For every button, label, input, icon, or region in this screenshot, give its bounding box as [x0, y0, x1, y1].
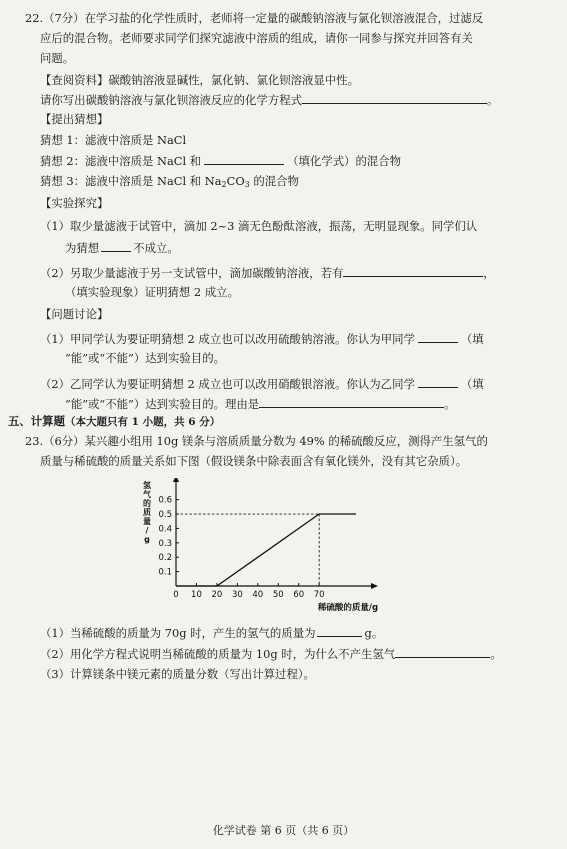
q23-sub-2-text: （2）用化学方程式说明当稀硫酸的质量为 10g 时，为什么不产生氢气	[40, 647, 396, 661]
y-tick-label: 0.6	[158, 495, 172, 506]
x-tick-label: 10	[191, 590, 202, 600]
hydrogen-mass-chart	[140, 478, 380, 618]
reference-section	[40, 73, 359, 88]
discussion-2-blank[interactable]	[418, 376, 458, 388]
period: 。	[487, 93, 499, 107]
x-axis-label: 稀硫酸的质量/g	[317, 603, 379, 613]
section-5-note: （本大题只有 1 小题，共 6 分）	[64, 416, 221, 428]
y-tick-label: 0.4	[158, 524, 172, 535]
period: 。	[490, 647, 502, 661]
y-axis-label-char: 质	[143, 508, 151, 517]
x-tick-label: 50	[272, 590, 284, 600]
y-axis-label-char: 的	[143, 499, 151, 508]
experiment-2-blank[interactable]	[343, 265, 483, 277]
period: 。	[444, 397, 456, 411]
hypothesis-3	[40, 174, 299, 192]
y-axis-arrow	[173, 478, 179, 482]
discussion-2-line-2	[65, 396, 456, 412]
hypothesis-heading: 【提出猜想】	[40, 112, 109, 126]
q22-line-3: 问题。	[40, 51, 75, 65]
hypothesis-2-text: 猜想 2：滤液中溶质是 NaCl 和	[40, 154, 202, 168]
x-tick-label: 30	[231, 590, 243, 600]
q22-line-2: 应后的混合物。老师要求同学们探究滤液中溶质的组成，请你一同参与探究并回答有关	[40, 31, 473, 45]
discussion-2-text: （2）乙同学认为要证明猜想 2 成立也可以改用硝酸银溶液。你认为乙同学	[40, 377, 415, 391]
x-tick-label: 60	[293, 590, 305, 600]
discussion-1-blank[interactable]	[418, 331, 458, 343]
section-5-header	[8, 414, 220, 430]
page-footer: 化学试卷 第 6 页（共 6 页）	[212, 824, 355, 837]
x-axis-arrow	[371, 583, 378, 589]
hypothesis-2-blank[interactable]	[204, 153, 284, 165]
discussion-heading: 【问题讨论】	[40, 307, 109, 321]
reference-heading: 【查阅资料】	[40, 73, 109, 87]
x-tick-label: 70	[313, 590, 325, 600]
experiment-1-line-1: （1）取少量滤液于试管中，滴加 2~3 滴无色酚酞溶液，振荡，无明显现象。同学们认	[40, 219, 478, 233]
y-tick-label: 0.2	[158, 553, 172, 564]
reference-text: 碳酸钠溶液显碱性，氯化钠、氯化钡溶液显中性。	[108, 73, 359, 87]
hypothesis-1: 猜想 1：滤液中溶质是 NaCl	[40, 133, 187, 147]
y-tick-label: 0.1	[158, 567, 172, 578]
q23-sub-1	[40, 625, 383, 641]
experiment-1-suffix: 不成立。	[133, 241, 179, 255]
experiment-1-prefix: 为猜想	[65, 241, 100, 255]
q23-sub-2	[40, 646, 502, 662]
subscript-3: 3	[244, 180, 250, 189]
q23-sub-2-blank[interactable]	[395, 646, 490, 658]
y-axis-label-char: 气	[143, 490, 151, 499]
hypothesis-2	[40, 153, 401, 169]
hypothesis-3-suffix: 的混合物	[249, 174, 299, 188]
q23-sub-1-text: （1）当稀硫酸的质量为 70g 时，产生的氢气的质量为	[40, 626, 316, 640]
experiment-2-line-1	[40, 265, 495, 281]
y-tick-label: 0.3	[158, 538, 172, 549]
experiment-1-blank[interactable]	[101, 240, 131, 252]
q23-sub-1-unit: g。	[364, 626, 384, 640]
q23-line-1: 23.（6分）某兴趣小组用 10g 镁条与溶质质量分数为 49% 的稀硫酸反应，测得产生氢气的	[25, 434, 488, 448]
discussion-2-reason-blank[interactable]	[259, 396, 444, 408]
y-axis-label-char: /	[145, 526, 149, 535]
comma: ，	[483, 266, 495, 280]
discussion-1-line-1	[40, 331, 484, 347]
x-tick-label: 40	[252, 590, 264, 600]
x-tick-label: 0	[173, 590, 179, 600]
subscript-2: 2	[221, 180, 227, 189]
discussion-2-reason-prompt: “能”或“不能”）达到实验目的。理由是	[65, 397, 260, 411]
experiment-2-line-2: （填实验现象）证明猜想 2 成立。	[65, 285, 239, 299]
discussion-1-fill-note: （填	[460, 332, 484, 346]
discussion-1-text: （1）甲同学认为要证明猜想 2 成立也可以改用硫酸钠溶液。你认为甲同学	[40, 332, 415, 346]
equation-answer-blank[interactable]	[302, 92, 487, 104]
section-5-title: 五、计算题	[8, 414, 65, 428]
formula-co: CO	[226, 174, 245, 188]
discussion-2-fill-note: （填	[460, 377, 484, 391]
y-axis-label-char: 氢	[143, 481, 151, 490]
series-line	[176, 514, 356, 586]
q23-sub-3: （3）计算镁条中镁元素的质量分数（写出计算过程）。	[40, 667, 315, 681]
experiment-1-line-2	[65, 240, 179, 256]
x-tick-label: 20	[211, 590, 223, 600]
q23-line-2: 质量与稀硫酸的质量关系如下图（假设镁条中除表面含有氧化镁外，没有其它杂质）。	[40, 454, 468, 468]
equation-prompt: 请你写出碳酸钠溶液与氯化钡溶液反应的化学方程式	[40, 93, 302, 107]
equation-prompt-line	[40, 92, 498, 108]
experiment-heading: 【实验探究】	[40, 196, 109, 210]
q23-sub-1-blank[interactable]	[317, 625, 362, 637]
hypothesis-3-text: 猜想 3：滤液中溶质是 NaCl 和 Na	[40, 174, 222, 188]
q22-line-1: 22.（7分）在学习盐的化学性质时，老师将一定量的碳酸钠溶液与氯化钡溶液混合，过滤反	[25, 11, 484, 25]
hypothesis-2-suffix: （填化学式）的混合物	[287, 154, 402, 168]
discussion-2-line-1	[40, 376, 484, 392]
y-tick-label: 0.5	[158, 510, 172, 521]
y-axis-label-char: 量	[143, 517, 151, 526]
experiment-2-text: （2）另取少量滤液于另一支试管中，滴加碳酸钠溶液，若有	[40, 266, 344, 280]
discussion-1-line-2: “能”或“不能”）达到实验目的。	[65, 351, 225, 365]
y-axis-label-char: g	[144, 535, 150, 544]
